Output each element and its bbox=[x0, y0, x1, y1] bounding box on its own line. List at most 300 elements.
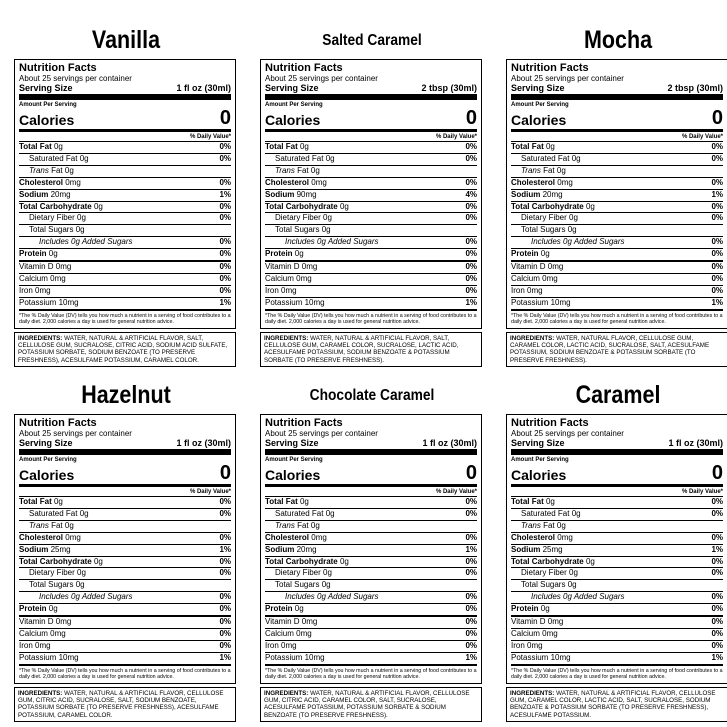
nutrient-row-total-fat bbox=[19, 497, 231, 509]
nutrient-row-iron bbox=[511, 286, 723, 298]
daily-value-header: % Daily Value* bbox=[511, 488, 723, 497]
divider-thick bbox=[265, 94, 477, 100]
nutrient-amount: 0g bbox=[323, 213, 332, 223]
nutrient-label: Total Sugars bbox=[521, 225, 566, 235]
nutrient-row-vitamin-d bbox=[265, 262, 477, 274]
nutrient-row-calcium bbox=[511, 629, 723, 641]
nutrient-dv: 1% bbox=[219, 652, 231, 662]
nutrient-dv: 0% bbox=[465, 508, 477, 518]
nutrient-label: Cholesterol bbox=[511, 532, 556, 542]
nutrient-label: Vitamin D bbox=[265, 617, 300, 627]
divider-medium bbox=[19, 484, 231, 487]
nutrient-amount: 0g bbox=[339, 201, 349, 211]
nutrition-facts-panel bbox=[506, 414, 727, 684]
nutrition-facts-panel bbox=[260, 414, 482, 684]
nutrient-label: Total Carbohydrate bbox=[19, 556, 92, 566]
nutrient-row-total-carbohydrate bbox=[511, 202, 723, 214]
ingredients-box bbox=[506, 687, 727, 722]
nutrient-amount: 10mg bbox=[304, 652, 325, 662]
nutrient-dv: 0% bbox=[219, 556, 231, 566]
serving-size-label: Serving Size bbox=[19, 83, 73, 93]
nutrient-dv: 0% bbox=[465, 201, 477, 211]
nutrient-dv: 0% bbox=[711, 568, 723, 578]
nutrient-row-sodium bbox=[265, 190, 477, 202]
nutrient-row-total-carbohydrate bbox=[511, 557, 723, 569]
nutrient-row-vitamin-d bbox=[511, 262, 723, 274]
nutrient-amount: 0g bbox=[75, 225, 85, 235]
nutrient-row-total-fat bbox=[511, 142, 723, 154]
nutrient-dv: 1% bbox=[219, 297, 231, 307]
nutrient-dv: 0% bbox=[465, 628, 477, 638]
nutrient-label: Sodium bbox=[19, 189, 49, 199]
ingredients-box bbox=[14, 687, 236, 722]
nutrient-row-saturated-fat bbox=[19, 509, 231, 521]
nutrient-dv: 1% bbox=[711, 544, 723, 554]
nutrient-label: Protein bbox=[511, 249, 539, 259]
nutrient-row-added-sugars bbox=[19, 237, 231, 249]
serving-size-row bbox=[511, 438, 723, 448]
ingredients-label: INGREDIENTS: bbox=[18, 335, 63, 342]
nutrient-row-iron bbox=[19, 286, 231, 298]
nutrient-dv: 0% bbox=[219, 201, 231, 211]
nutrient-dv: 0% bbox=[219, 142, 231, 151]
nutrient-row-total-carbohydrate bbox=[265, 557, 477, 569]
divider-thick bbox=[511, 94, 723, 100]
nutrient-amount: 0mg bbox=[557, 532, 573, 542]
nutrient-row-total-fat bbox=[265, 142, 477, 154]
daily-value-footnote: *The % Daily Value (DV) tells you how much a nutrient in a serving of food contributes to a daily diet. 2,000 calories a day is used for general nutrition advice. bbox=[511, 312, 723, 325]
nutrient-label: Trans bbox=[29, 520, 49, 530]
nutrient-label: Protein bbox=[511, 604, 539, 614]
nutrient-label: Saturated Fat bbox=[29, 508, 78, 518]
daily-value-footnote: *The % Daily Value (DV) tells you how much a nutrient in a serving of food contributes to a daily diet. 2,000 calories a day is used for general nutrition advice. bbox=[19, 312, 231, 325]
nutrient-amount: 0g bbox=[569, 568, 578, 578]
serving-size-row bbox=[511, 83, 723, 93]
nutrient-amount: 0g bbox=[556, 165, 566, 175]
nutrient-amount: 0mg bbox=[311, 532, 327, 542]
nutrient-dv: 0% bbox=[711, 532, 723, 542]
nutrient-label: Potassium bbox=[265, 652, 303, 662]
nutrient-row-calcium bbox=[265, 274, 477, 286]
nutrient-label: Total Fat bbox=[265, 497, 298, 506]
nutrient-dv: 4% bbox=[465, 189, 477, 199]
nutrient-row-cholesterol bbox=[19, 178, 231, 190]
flavor-title: Salted Caramel bbox=[322, 32, 422, 49]
nutrient-label: Total Carbohydrate bbox=[511, 201, 584, 211]
nutrient-amount: 0g bbox=[310, 520, 320, 530]
divider-medium bbox=[265, 484, 477, 487]
nutrient-row-calcium bbox=[511, 274, 723, 286]
nutrient-amount: 0mg bbox=[281, 285, 297, 295]
nutrient-label: Sodium bbox=[265, 544, 295, 554]
nutrient-row-total-sugars bbox=[19, 580, 231, 592]
nutrient-dv: 0% bbox=[711, 213, 723, 223]
nutrient-label: Potassium bbox=[511, 652, 549, 662]
nutrient-label: Saturated Fat bbox=[275, 153, 324, 163]
nutrient-dv: 0% bbox=[219, 532, 231, 542]
calories-label: Calories bbox=[265, 467, 321, 483]
nutrition-facts-heading: Nutrition Facts bbox=[265, 62, 343, 74]
nutrition-facts-heading: Nutrition Facts bbox=[511, 417, 589, 429]
nutrient-row-trans-fat bbox=[265, 521, 477, 533]
servings-per-container: About 25 servings per container bbox=[265, 429, 378, 438]
nutrient-dv: 0% bbox=[711, 628, 723, 638]
nutrient-dv: 0% bbox=[465, 497, 477, 506]
nutrient-label: Total Fat bbox=[265, 142, 298, 151]
nutrient-amount: 10mg bbox=[58, 297, 79, 307]
nutrient-amount: 0g bbox=[571, 508, 581, 518]
serving-size-value: 2 tbsp (30ml) bbox=[667, 83, 723, 93]
nutrient-row-saturated-fat bbox=[265, 154, 477, 166]
nutrient-row-dietary-fiber bbox=[19, 213, 231, 225]
nutrient-label: Saturated Fat bbox=[29, 153, 78, 163]
nutrient-row-protein bbox=[19, 249, 231, 262]
ingredients-text: WATER, NATURAL & ARTIFICIAL FLAVOR, SALT, CELLULOSE GUM, CARAMEL COLOR, SUCRALOSE, LACTIC ACID, ACESULFAME POTASSIUM, SODIUM BENZOATE & POTASSIUM SORBATE (TO PRESERVE FRESHNESS). bbox=[264, 335, 459, 364]
nutrient-dv: 0% bbox=[465, 532, 477, 542]
nutrient-row-dietary-fiber bbox=[19, 568, 231, 580]
nutrient-row-saturated-fat bbox=[511, 154, 723, 166]
nutrient-dv: 1% bbox=[465, 297, 477, 307]
nutrient-dv: 0% bbox=[465, 237, 477, 247]
nutrient-label: Trans bbox=[521, 520, 541, 530]
nutrient-row-total-fat bbox=[19, 142, 231, 154]
serving-size-value: 2 tbsp (30ml) bbox=[421, 83, 477, 93]
nutrient-dv: 0% bbox=[219, 237, 231, 247]
nutrient-amount: 0g bbox=[79, 508, 89, 518]
nutrient-amount: 0g bbox=[310, 165, 320, 175]
nutrient-amount: 0g bbox=[585, 201, 595, 211]
nutrient-row-trans-fat bbox=[265, 166, 477, 178]
nutrient-label: Vitamin D bbox=[511, 262, 546, 272]
nutrient-dv: 0% bbox=[219, 568, 231, 578]
nutrient-dv: 0% bbox=[465, 285, 477, 295]
nutrient-label: Cholesterol bbox=[19, 532, 64, 542]
nutrient-dv: 0% bbox=[711, 273, 723, 283]
nutrient-label: Calcium bbox=[265, 273, 294, 283]
nutrient-row-potassium bbox=[265, 298, 477, 311]
nutrient-label: Protein bbox=[265, 604, 293, 614]
nutrient-label: Vitamin D bbox=[19, 617, 54, 627]
nutrient-dv: 0% bbox=[219, 640, 231, 650]
nutrient-amount: 0mg bbox=[547, 262, 564, 272]
nutrient-amount: 0mg bbox=[557, 177, 573, 187]
nutrient-label-suffix: Fat bbox=[48, 520, 63, 530]
nutrient-amount: 0g bbox=[294, 249, 304, 259]
nutrient-amount: 0g bbox=[545, 497, 555, 506]
nutrition-facts-panel bbox=[506, 59, 727, 329]
nutrient-dv: 0% bbox=[219, 497, 231, 506]
divider-medium bbox=[511, 129, 723, 132]
nutrient-row-calcium bbox=[19, 629, 231, 641]
nutrient-amount: 20mg bbox=[296, 544, 317, 554]
ingredients-label: INGREDIENTS: bbox=[18, 690, 63, 697]
nutrient-row-sodium bbox=[19, 545, 231, 557]
nutrient-dv: 0% bbox=[465, 273, 477, 283]
nutrient-amount: 20mg bbox=[50, 189, 71, 199]
nutrient-dv: 0% bbox=[219, 273, 231, 283]
nutrient-row-iron bbox=[265, 286, 477, 298]
nutrient-dv: 1% bbox=[465, 652, 477, 662]
nutrient-row-vitamin-d bbox=[19, 262, 231, 274]
serving-size-label: Serving Size bbox=[265, 83, 319, 93]
nutrient-row-saturated-fat bbox=[19, 154, 231, 166]
nutrient-label: Vitamin D bbox=[265, 262, 300, 272]
nutrient-dv: 0% bbox=[711, 592, 723, 602]
nutrient-amount: 0g bbox=[321, 225, 331, 235]
calories-row bbox=[19, 109, 231, 128]
nutrient-row-added-sugars bbox=[265, 237, 477, 249]
nutrient-label-suffix: Fat bbox=[540, 520, 555, 530]
nutrient-row-trans-fat bbox=[19, 166, 231, 178]
nutrient-label: Total Carbohydrate bbox=[265, 201, 338, 211]
nutrient-label: Includes 0g Added Sugars bbox=[39, 592, 133, 602]
serving-size-label: Serving Size bbox=[511, 83, 565, 93]
nutrient-label: Includes 0g Added Sugars bbox=[531, 592, 625, 602]
nutrient-dv: 0% bbox=[711, 262, 723, 272]
amount-per-serving: Amount Per Serving bbox=[19, 457, 77, 463]
serving-size-row bbox=[19, 83, 231, 93]
nutrition-facts-heading: Nutrition Facts bbox=[265, 417, 343, 429]
nutrient-label: Calcium bbox=[19, 628, 48, 638]
nutrient-row-calcium bbox=[265, 629, 477, 641]
divider-thick bbox=[19, 449, 231, 455]
nutrient-label: Sodium bbox=[511, 544, 541, 554]
nutrient-row-dietary-fiber bbox=[265, 568, 477, 580]
nutrient-dv: 0% bbox=[711, 617, 723, 627]
nutrient-amount: 90mg bbox=[296, 189, 317, 199]
calories-row bbox=[511, 109, 723, 128]
nutrient-amount: 0g bbox=[585, 556, 595, 566]
nutrient-row-total-sugars bbox=[265, 580, 477, 592]
nutrient-amount: 20mg bbox=[542, 189, 563, 199]
nutrient-label: Dietary Fiber bbox=[521, 568, 567, 578]
nutrient-label: Dietary Fiber bbox=[521, 213, 567, 223]
nutrient-amount: 0g bbox=[567, 225, 577, 235]
ingredients-text: WATER, NATURAL & ARTIFICIAL FLAVOR, CELLULOSE GUM, CITRIC ACID, SUCRALOSE, SALT, SODIUM BENZOATE, POTASSIUM SORBATE (TO PRESERVE FRESHNESS), ACESULFAME POTASSIUM, CARAMEL COLOR. bbox=[18, 690, 224, 719]
nutrient-row-total-fat bbox=[511, 497, 723, 509]
nutrient-label: Includes 0g Added Sugars bbox=[531, 237, 625, 247]
nutrient-label: Dietary Fiber bbox=[29, 568, 75, 578]
nutrient-label: Potassium bbox=[19, 652, 57, 662]
nutrient-amount: 0mg bbox=[35, 285, 51, 295]
nutrient-dv: 0% bbox=[711, 497, 723, 506]
flavor-title: Hazelnut bbox=[81, 381, 171, 409]
nutrient-label: Cholesterol bbox=[265, 177, 310, 187]
serving-size-row bbox=[265, 438, 477, 448]
nutrient-label: Potassium bbox=[511, 297, 549, 307]
nutrient-label: Trans bbox=[521, 165, 541, 175]
nutrient-dv: 0% bbox=[465, 568, 477, 578]
nutrient-label: Total Fat bbox=[19, 142, 52, 151]
nutrient-row-trans-fat bbox=[511, 166, 723, 178]
calories-value: 0 bbox=[219, 462, 231, 484]
calories-value: 0 bbox=[219, 107, 231, 129]
ingredients-label: INGREDIENTS: bbox=[264, 690, 309, 697]
nutrient-dv: 0% bbox=[465, 249, 477, 259]
nutrient-amount: 25mg bbox=[542, 544, 563, 554]
nutrient-amount: 0mg bbox=[50, 273, 66, 283]
nutrition-facts-panel bbox=[260, 59, 482, 329]
flavor-title: Caramel bbox=[575, 381, 661, 409]
nutrient-label-suffix: Fat bbox=[294, 165, 309, 175]
nutrient-label: Trans bbox=[275, 165, 295, 175]
amount-per-serving: Amount Per Serving bbox=[511, 102, 569, 108]
nutrient-label: Total Sugars bbox=[275, 580, 320, 590]
nutrient-row-total-fat bbox=[265, 497, 477, 509]
calories-value: 0 bbox=[465, 462, 477, 484]
nutrient-label: Includes 0g Added Sugars bbox=[285, 592, 379, 602]
nutrient-dv: 0% bbox=[219, 177, 231, 187]
nutrient-amount: 0g bbox=[545, 142, 555, 151]
daily-value-header: % Daily Value* bbox=[19, 488, 231, 497]
ingredients-box bbox=[14, 332, 236, 367]
nutrient-label: Sodium bbox=[265, 189, 295, 199]
nutrient-label: Saturated Fat bbox=[275, 508, 324, 518]
nutrient-row-potassium bbox=[511, 298, 723, 311]
serving-size-label: Serving Size bbox=[511, 438, 565, 448]
nutrient-row-cholesterol bbox=[265, 178, 477, 190]
daily-value-header: % Daily Value* bbox=[265, 133, 477, 142]
nutrient-amount: 10mg bbox=[550, 652, 571, 662]
nutrient-amount: 0mg bbox=[35, 640, 51, 650]
nutrient-amount: 10mg bbox=[550, 297, 571, 307]
nutrient-amount: 0g bbox=[53, 142, 63, 151]
nutrient-label: Calcium bbox=[511, 273, 540, 283]
nutrient-amount: 0g bbox=[299, 142, 309, 151]
ingredients-text: WATER, NATURAL & ARTIFICIAL FLAVOR, CELLULOSE GUM, CARAMEL COLOR, LACTIC ACID, SALT, SUCRALOSE, SODIUM BENZOATE & POTASSIUM SORBATE (TO PRESERVE FRESHNESS), ACESULFAME POTASSIUM. bbox=[510, 690, 716, 719]
nutrient-dv: 0% bbox=[219, 249, 231, 259]
nutrient-label: Potassium bbox=[19, 297, 57, 307]
nutrient-label: Total Fat bbox=[19, 497, 52, 506]
nutrient-label: Sodium bbox=[511, 189, 541, 199]
nutrient-row-potassium bbox=[265, 653, 477, 666]
nutrient-label: Iron bbox=[511, 285, 525, 295]
nutrient-amount: 0mg bbox=[296, 273, 312, 283]
nutrient-row-vitamin-d bbox=[265, 617, 477, 629]
nutrient-amount: 0g bbox=[567, 580, 577, 590]
nutrient-label: Dietary Fiber bbox=[275, 213, 321, 223]
ingredients-label: INGREDIENTS: bbox=[510, 335, 555, 342]
nutrient-label: Protein bbox=[19, 249, 47, 259]
nutrient-dv: 0% bbox=[465, 177, 477, 187]
nutrient-dv: 0% bbox=[711, 153, 723, 163]
divider-medium bbox=[19, 129, 231, 132]
nutrient-row-total-carbohydrate bbox=[19, 202, 231, 214]
calories-label: Calories bbox=[265, 112, 321, 128]
nutrient-amount: 0g bbox=[571, 153, 581, 163]
nutrient-row-total-carbohydrate bbox=[265, 202, 477, 214]
nutrient-dv: 1% bbox=[711, 652, 723, 662]
nutrient-label: Sodium bbox=[19, 544, 49, 554]
nutrition-facts-heading: Nutrition Facts bbox=[19, 417, 97, 429]
ingredients-label: INGREDIENTS: bbox=[264, 335, 309, 342]
nutrient-row-cholesterol bbox=[265, 533, 477, 545]
nutrient-dv: 0% bbox=[219, 262, 231, 272]
nutrient-label-suffix: Fat bbox=[540, 165, 555, 175]
nutrient-label: Protein bbox=[19, 604, 47, 614]
nutrient-label: Potassium bbox=[265, 297, 303, 307]
nutrient-dv: 0% bbox=[465, 592, 477, 602]
amount-per-serving: Amount Per Serving bbox=[265, 457, 323, 463]
nutrient-dv: 0% bbox=[219, 153, 231, 163]
nutrient-amount: 0g bbox=[75, 580, 85, 590]
nutrient-row-total-sugars bbox=[265, 225, 477, 237]
nutrient-amount: 0g bbox=[323, 568, 332, 578]
serving-size-value: 1 fl oz (30ml) bbox=[422, 438, 477, 448]
divider-medium bbox=[511, 484, 723, 487]
nutrient-dv: 0% bbox=[711, 556, 723, 566]
nutrient-dv: 0% bbox=[219, 617, 231, 627]
nutrient-label: Calcium bbox=[19, 273, 48, 283]
nutrient-amount: 0mg bbox=[301, 617, 318, 627]
nutrient-dv: 0% bbox=[219, 592, 231, 602]
nutrient-row-protein bbox=[19, 604, 231, 617]
amount-per-serving: Amount Per Serving bbox=[265, 102, 323, 108]
nutrient-label: Total Carbohydrate bbox=[511, 556, 584, 566]
nutrient-amount: 0g bbox=[64, 165, 74, 175]
nutrient-row-potassium bbox=[19, 653, 231, 666]
nutrient-label: Iron bbox=[265, 640, 279, 650]
nutrient-row-cholesterol bbox=[511, 178, 723, 190]
nutrient-dv: 0% bbox=[711, 508, 723, 518]
daily-value-header: % Daily Value* bbox=[511, 133, 723, 142]
nutrient-label: Calcium bbox=[265, 628, 294, 638]
nutrient-row-protein bbox=[511, 249, 723, 262]
nutrient-row-calcium bbox=[19, 274, 231, 286]
nutrient-label: Iron bbox=[19, 640, 33, 650]
servings-per-container: About 25 servings per container bbox=[511, 429, 624, 438]
nutrient-amount: 0mg bbox=[50, 628, 66, 638]
divider-thick bbox=[511, 449, 723, 455]
calories-value: 0 bbox=[711, 462, 723, 484]
nutrient-amount: 0mg bbox=[542, 628, 558, 638]
ingredients-text: WATER, NATURAL FLAVOR, CELLULOSE GUM, CARAMEL COLOR, LACTIC ACID, SUCRALOSE, SALT, ACESULFAME POTASSIUM, SODIUM BENZOATE & POTASSIUM SORBATE (TO PRESERVE FRESHNESS). bbox=[510, 335, 710, 364]
nutrient-row-protein bbox=[511, 604, 723, 617]
nutrition-facts-heading: Nutrition Facts bbox=[19, 62, 97, 74]
nutrient-row-saturated-fat bbox=[265, 509, 477, 521]
nutrient-label: Total Carbohydrate bbox=[19, 201, 92, 211]
nutrient-row-vitamin-d bbox=[19, 617, 231, 629]
ingredients-box bbox=[260, 332, 482, 367]
nutrient-amount: 0g bbox=[569, 213, 578, 223]
nutrient-row-potassium bbox=[19, 298, 231, 311]
nutrient-amount: 0mg bbox=[527, 285, 543, 295]
servings-per-container: About 25 servings per container bbox=[265, 74, 378, 83]
nutrient-label: Cholesterol bbox=[265, 532, 310, 542]
serving-size-row bbox=[265, 83, 477, 93]
nutrient-label: Total Sugars bbox=[29, 580, 74, 590]
nutrient-dv: 0% bbox=[465, 640, 477, 650]
nutrient-label: Total Carbohydrate bbox=[265, 556, 338, 566]
calories-row bbox=[265, 464, 477, 483]
amount-per-serving: Amount Per Serving bbox=[511, 457, 569, 463]
calories-row bbox=[265, 109, 477, 128]
nutrient-dv: 0% bbox=[219, 604, 231, 614]
nutrient-amount: 0g bbox=[540, 604, 550, 614]
nutrient-amount: 0g bbox=[79, 153, 89, 163]
nutrient-dv: 0% bbox=[219, 628, 231, 638]
nutrient-amount: 10mg bbox=[58, 652, 79, 662]
nutrient-label: Vitamin D bbox=[511, 617, 546, 627]
nutrient-row-iron bbox=[265, 641, 477, 653]
serving-size-label: Serving Size bbox=[19, 438, 73, 448]
nutrient-amount: 0g bbox=[64, 520, 74, 530]
serving-size-value: 1 fl oz (30ml) bbox=[176, 438, 231, 448]
nutrient-dv: 1% bbox=[711, 297, 723, 307]
ingredients-box bbox=[260, 687, 482, 722]
calories-label: Calories bbox=[511, 467, 567, 483]
nutrient-dv: 0% bbox=[711, 285, 723, 295]
